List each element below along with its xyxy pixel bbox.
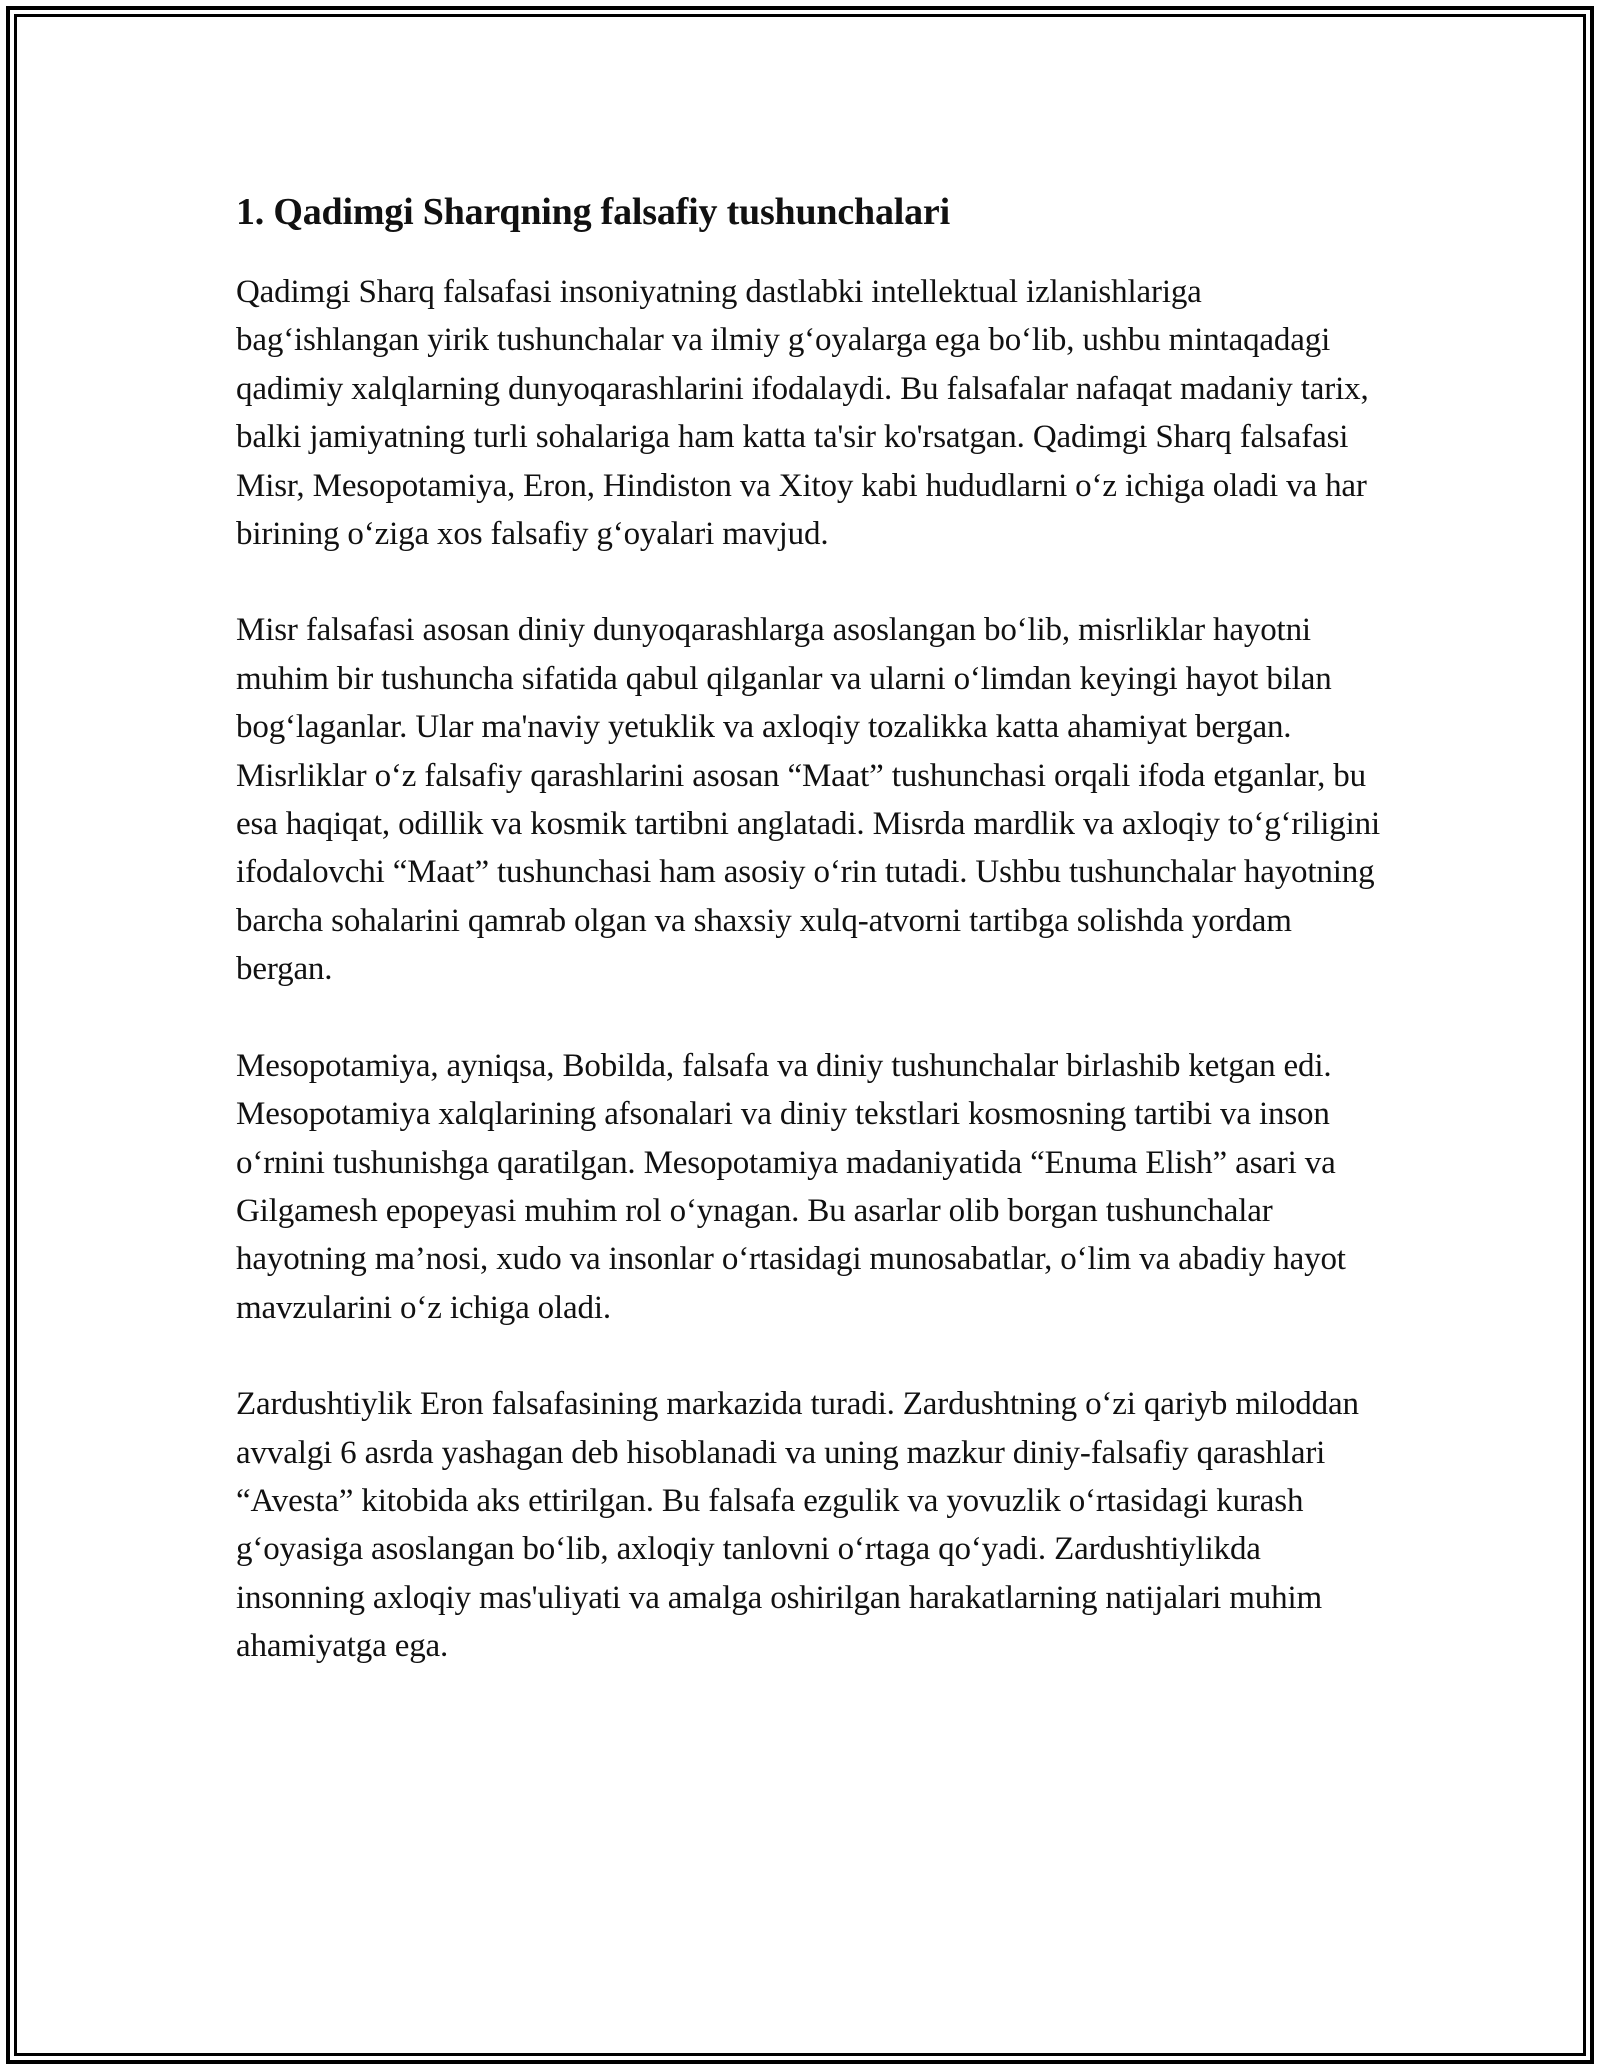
section-heading: 1. Qadimgi Sharqning falsafiy tushunchalari [236, 191, 950, 233]
paragraph-intro: Qadimgi Sharq falsafasi insoniyatning dastlabki intellektual izlanishlariga bag‘ishlangan yirik tushunchalar va ilmiy g‘oyalarga ega bo‘lib, ushbu mintaqadagi qadimiy xalqlarning dunyoqarashlarini ifodalaydi. Bu falsafalar nafaqat madaniy tarix, balki jamiyatning turli sohalariga ham katta ta'sir ko'rsatgan. Qadimgi Sharq falsafasi Misr, Mesopotamiya, Eron, Hindiston va Xitoy kabi hududlarni o‘z ichiga oladi va har birining o‘ziga xos falsafiy g‘oyalari mavjud. [236, 274, 1369, 553]
paragraph-iran: Zardushtiylik Eron falsafasining markazida turadi. Zardushtning o‘zi qariyb miloddan avvalgi 6 asrda yashagan deb hisoblanadi va uning mazkur diniy-falsafiy qarashlari “Avesta” kitobida aks ettirilgan. Bu falsafa ezgulik va yovuzlik o‘rtasidagi kurash g‘oyasiga asoslangan bo‘lib, axloqiy tanlovni o‘rtaga qo‘yadi. Zardushtiylikda insonning axloqiy mas'uliyati va amalga oshirilgan harakatlarning natijalari muhim ahamiyatga ega. [236, 1386, 1359, 1665]
paragraph-mesopotamia: Mesopotamiya, ayniqsa, Bobilda, falsafa va diniy tushunchalar birlashib ketgan edi. Mesopotamiya xalqlarining afsonalari va diniy tekstlari kosmosning tartibi va inson o‘rnini tushunishga qaratilgan. Mesopotamiya madaniyatida “Enuma Elish” asari va Gilgamesh epopeyasi muhim rol o‘ynagan. Bu asarlar olib borgan tushunchalar hayotning ma’nosi, xudo va insonlar o‘rtasidagi munosabatlar, o‘lim va abadiy hayot mavzularini o‘z ichiga oladi. [236, 1047, 1346, 1326]
document-body [236, 186, 1386, 1719]
paragraph-egypt: Misr falsafasi asosan diniy dunyoqarashlarga asoslangan bo‘lib, misrliklar hayotni muhim bir tushuncha sifatida qabul qilganlar va ularni o‘limdan keyingi hayot bilan bog‘laganlar. Ular ma'naviy yetuklik va axloqiy tozalikka katta ahamiyat bergan. Misrliklar o‘z falsafiy qarashlarini asosan “Maat” tushunchasi orqali ifoda etganlar, bu esa haqiqat, odillik va kosmik tartibni anglatadi. Misrda mardlik va axloqiy to‘g‘riligini ifodalovchi “Maat” tushunchasi ham asosiy o‘rin tutadi. Ushbu tushunchalar hayotning barcha sohalarini qamrab olgan va shaxsiy xulq-atvorni tartibga solishda yordam bergan. [236, 612, 1381, 988]
